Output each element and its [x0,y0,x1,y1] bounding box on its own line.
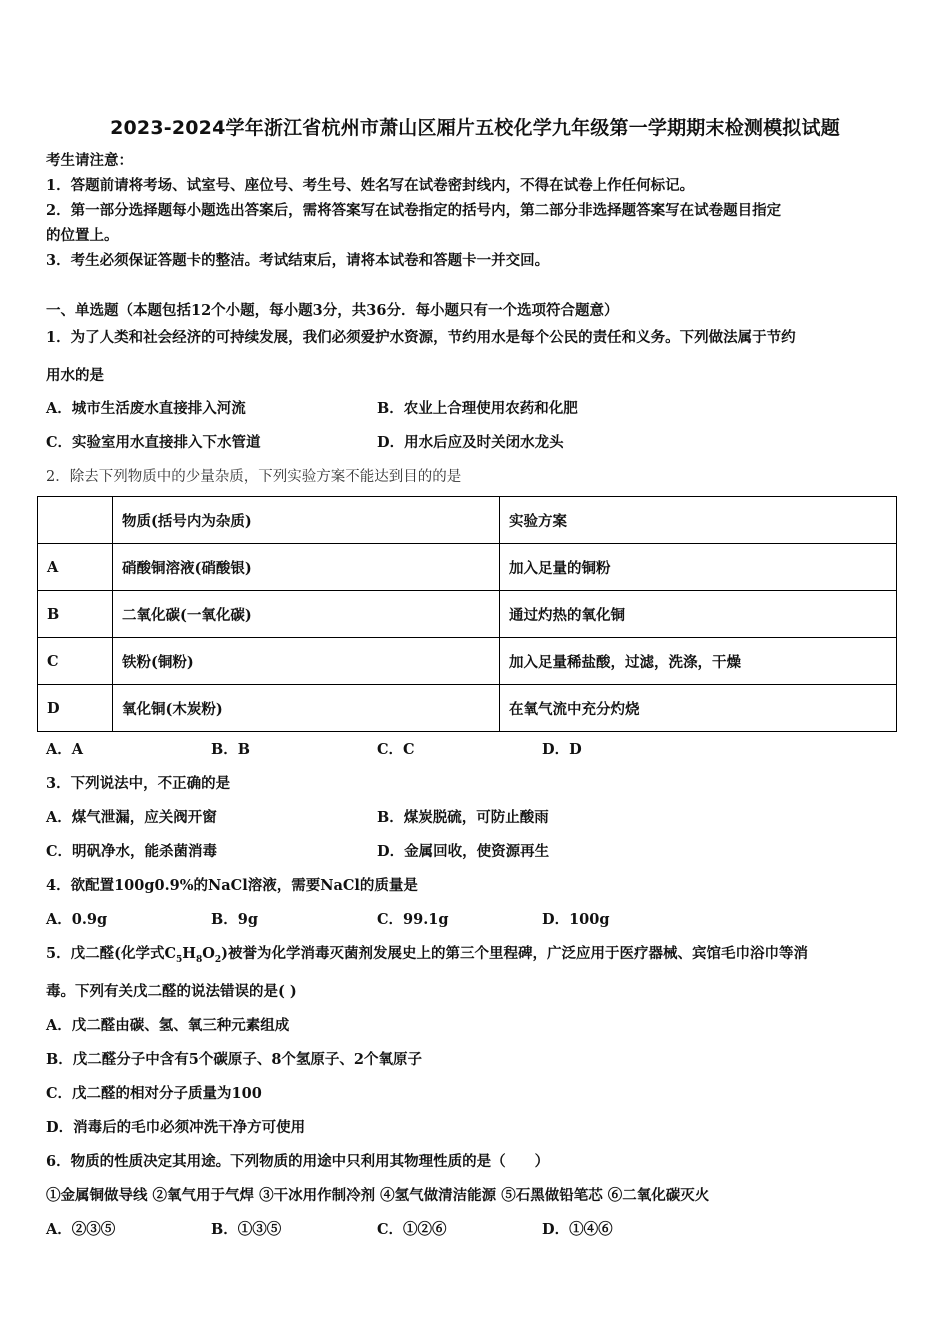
table-cell: 通过灼热的氧化铜 [500,591,897,638]
q5-formula-h: H [182,945,196,962]
notice-item-2-cont: 的位置上。 [46,227,119,244]
q4-option-c: C．99.1g [377,911,449,928]
notice-heading: 考生请注意： [46,152,133,169]
q5-stem-pre: 5．戊二醛(化学式C [46,945,176,962]
q5-stem [46,942,808,965]
q5-option-a: A．戊二醛由碳、氢、氧三种元素组成 [46,1017,290,1034]
q2-stem: 2．除去下列物质中的少量杂质，下列实验方案不能达到目的的是 [46,469,462,485]
q3-stem: 3．下列说法中，不正确的是 [46,775,231,792]
q1-option-a: A．城市生活废水直接排入河流 [46,400,246,417]
q3-option-a: A．煤气泄漏，应关阀开窗 [46,809,217,826]
notice-item-2: 2．第一部分选择题每小题选出答案后，需将答案写在试卷指定的括号内，第二部分非选择题答案写在试卷题目指定 [46,202,782,219]
q5-stem-post: )被誉为化学消毒灭菌剂发展史上的第三个里程碑，广泛应用于医疗器械、宾馆毛巾浴巾等消 [221,945,808,962]
q6-items: ①金属铜做导线 ②氧气用于气焊 ③干冰用作制冷剂 ④氢气做清洁能源 ⑤石黑做铅笔芯 ⑥二氧化碳灭火 [46,1187,710,1204]
q5-formula-sub: 2 [214,954,222,965]
q1-option-d: D．用水后应及时关闭水龙头 [377,434,564,451]
table-cell: A [38,544,113,591]
table-row [38,544,897,591]
q3-option-d: D．金属回收，使资源再生 [377,843,550,860]
table-row [38,685,897,732]
q5-option-b: B．戊二醛分子中含有5个碳原子、8个氢原子、2个氧原子 [46,1051,423,1068]
table-cell: D [38,685,113,732]
q5-option-d: D．消毒后的毛巾必须冲洗干净方可使用 [46,1119,306,1136]
table-cell: 二氧化碳(一氧化碳) [113,591,500,638]
q3-option-b: B．煤炭脱硫，可防止酸雨 [377,809,549,826]
table-cell: 加入足量的铜粉 [500,544,897,591]
q6-option-c: C．①②⑥ [377,1221,447,1238]
q6-option-d: D．①④⑥ [542,1221,613,1238]
q6-stem: 6．物质的性质决定其用途。下列物质的用途中只利用其物理性质的是（ ） [46,1153,550,1170]
q4-option-d: D．100g [542,911,610,928]
table-row [38,638,897,685]
table-cell: 加入足量稀盐酸，过滤，洗涤，干燥 [500,638,897,685]
q5-formula-sub: 8 [195,954,203,965]
notice-item-1: 1．答题前请将考场、试室号、座位号、考生号、姓名写在试卷密封线内，不得在试卷上作任何标记。 [46,177,695,194]
table-cell: C [38,638,113,685]
q3-option-c: C．明矾净水，能杀菌消毒 [46,843,218,860]
q2-option-a: A．A [46,741,84,758]
table-cell: B [38,591,113,638]
q1-option-c: C．实验室用水直接排入下水管道 [46,434,261,451]
q1-option-b: B．农业上合理使用农药和化肥 [377,400,578,417]
q4-stem: 4．欲配置100g0.9%的NaCl溶液，需要NaCl的质量是 [46,877,418,894]
q1-stem-cont: 用水的是 [46,367,104,384]
table-row [38,591,897,638]
q4-option-a: A．0.9g [46,911,108,928]
section-heading: 一、单选题（本题包括12个小题，每小题3分，共36分．每小题只有一个选项符合题意） [46,302,619,319]
q2-option-d: D．D [542,741,582,758]
table-cell: 物质(括号内为杂质) [113,497,500,544]
table-cell: 氧化铜(木炭粉) [113,685,500,732]
q1-stem: 1．为了人类和社会经济的可持续发展，我们必须爱护水资源，节约用水是每个公民的责任和义务。下列做法属于节约 [46,329,796,346]
q5-formula-o: O [202,945,215,962]
q2-table [37,496,897,732]
q5-stem-cont: 毒。下列有关戊二醛的说法错误的是( ) [46,983,297,1000]
page-title: 2023-2024学年浙江省杭州市萧山区厢片五校化学九年级第一学期期末检测模拟试题 [110,117,840,139]
q5-formula-sub: 5 [176,954,183,965]
q6-option-b: B．①③⑤ [211,1221,282,1238]
q2-option-c: C．C [377,741,415,758]
q6-option-a: A．②③⑤ [46,1221,116,1238]
q5-option-c: C．戊二醛的相对分子质量为100 [46,1085,262,1102]
table-header-row [38,497,897,544]
q2-option-b: B．B [211,741,251,758]
table-cell: 实验方案 [500,497,897,544]
notice-item-3: 3．考生必须保证答题卡的整洁。考试结束后，请将本试卷和答题卡一并交回。 [46,252,550,269]
table-cell: 铁粉(铜粉) [113,638,500,685]
table-cell: 在氧气流中充分灼烧 [500,685,897,732]
q4-option-b: B．9g [211,911,258,928]
table-cell: 硝酸铜溶液(硝酸银) [113,544,500,591]
table-cell [38,497,113,544]
